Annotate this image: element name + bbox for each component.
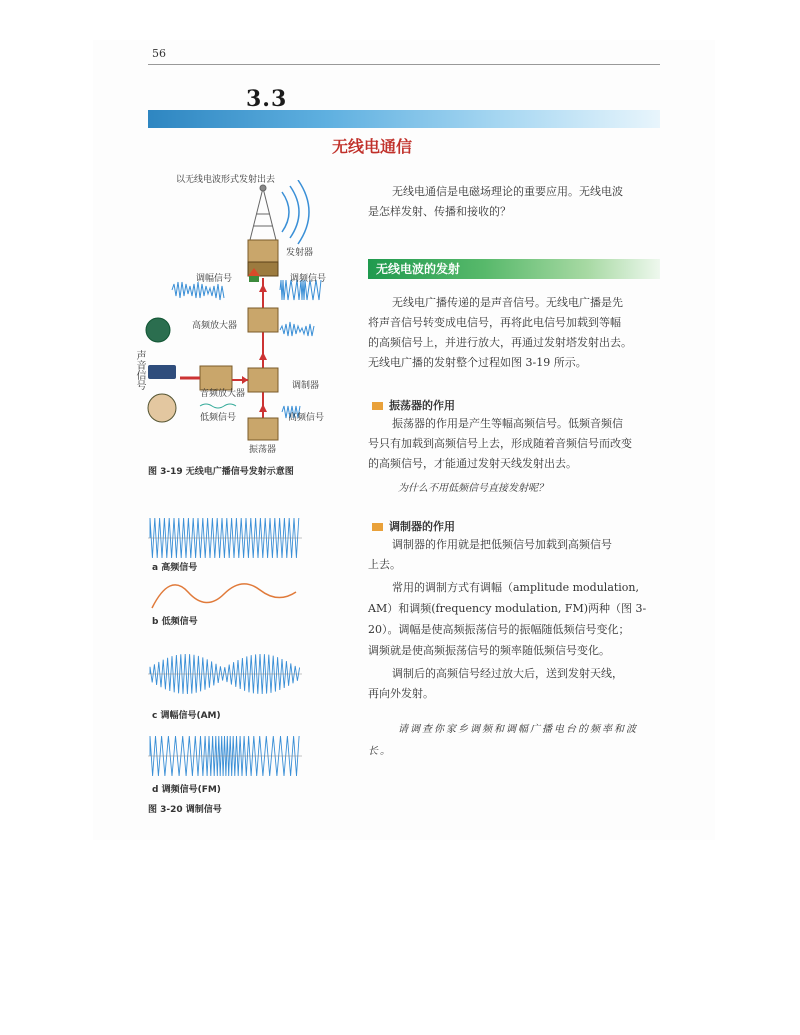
para1-line-1: 无线电广播传递的是声音信号。无线电广播是先 bbox=[392, 296, 623, 309]
mod-line-4: AM）和调频(frequency modulation, FM)两种（图 3- bbox=[368, 602, 647, 615]
mod-title: 调制器的作用 bbox=[389, 520, 455, 533]
oscillator-box bbox=[248, 418, 278, 440]
hf-waveform bbox=[148, 518, 302, 558]
fig19-caption: 图 3-19 无线电广播信号发射示意图 bbox=[148, 467, 294, 477]
fig19-top-label: 以无线电波形式发射出去 bbox=[176, 175, 276, 185]
arrow-up-icon bbox=[259, 352, 267, 360]
fm-waveform bbox=[148, 736, 302, 776]
fig20-label-b: b 低频信号 bbox=[152, 617, 198, 627]
task-line-2: 长。 bbox=[368, 746, 392, 757]
hf-amplifier-box bbox=[248, 308, 278, 332]
page-number: 56 bbox=[152, 47, 166, 60]
fig20-label-d: d 调频信号(FM) bbox=[152, 785, 221, 795]
fig19-label-lf: 低频信号 bbox=[200, 413, 237, 423]
fig20-label-c: c 调幅信号(AM) bbox=[152, 711, 221, 721]
osc-question: 为什么不用低频信号直接发射呢？ bbox=[398, 483, 548, 494]
mod-line-6: 调频就是使高频振荡信号的频率随低频信号变化。 bbox=[368, 644, 610, 657]
osc-line-3: 的高频信号，才能通过发射天线发射出去。 bbox=[368, 457, 577, 470]
fig19-label-hf: 高频信号 bbox=[288, 413, 325, 423]
arrow-up-icon bbox=[259, 404, 267, 412]
fig20-label-a: a 高频信号 bbox=[152, 563, 198, 573]
fig19-label-oscillator: 振荡器 bbox=[249, 445, 277, 455]
amplified-wave bbox=[280, 322, 314, 336]
osc-line-1: 振荡器的作用是产生等幅高频信号。低频音频信 bbox=[392, 417, 623, 430]
section-number: 3.3 bbox=[246, 86, 288, 112]
mod-line-7: 调制后的高频信号经过放大后，送到发射天线， bbox=[392, 667, 623, 680]
mod-line-3: 常用的调制方式有调幅（amplitude modulation, bbox=[392, 581, 640, 594]
para1-line-2: 将声音信号转变成电信号，再将此电信号加载到等幅 bbox=[368, 316, 621, 329]
fig19-label-audio-amp: 音频放大器 bbox=[200, 389, 246, 399]
fig19-label-sound: 声音信号 bbox=[134, 350, 145, 390]
film-reel-icon bbox=[146, 318, 170, 342]
mod-heading bbox=[372, 518, 455, 534]
arrow-up-icon bbox=[259, 284, 267, 292]
mod-line-8: 再向外发射。 bbox=[368, 687, 434, 700]
arrow-right-icon bbox=[242, 376, 248, 384]
para1-line-4: 无线电广播的发射整个过程如图 3-19 所示。 bbox=[368, 356, 587, 369]
intro-line-1: 无线电通信是电磁场理论的重要应用。无线电波 bbox=[392, 185, 623, 198]
mod-line-1: 调制器的作用就是把低频信号加载到高频信号 bbox=[392, 538, 612, 551]
osc-title: 振荡器的作用 bbox=[389, 399, 455, 412]
fig20-waveforms bbox=[148, 510, 308, 800]
section-title: 无线电通信 bbox=[332, 137, 413, 156]
header-rule bbox=[148, 64, 660, 65]
radio-waves-icon bbox=[282, 180, 309, 244]
section-bar bbox=[148, 110, 660, 128]
para1-line-3: 的高频信号上，并进行放大，再通过发射塔发射出去。 bbox=[368, 336, 632, 349]
mod-line-5: 20）。调幅是使高频振荡信号的振幅随低频信号变化； bbox=[368, 623, 630, 636]
task-line-1: 请调查你家乡调频和调幅广播电台的频率和波 bbox=[398, 724, 638, 735]
am-waveform bbox=[148, 654, 302, 694]
square-bullet-icon bbox=[372, 402, 383, 410]
low-freq-wave bbox=[200, 404, 236, 408]
fig20-caption: 图 3-20 调制信号 bbox=[148, 805, 222, 815]
square-bullet-icon bbox=[372, 523, 383, 531]
speaker-person-icon bbox=[148, 394, 176, 422]
fig19-label-hf-amp: 高频放大器 bbox=[192, 321, 238, 331]
fig19-label-modulator: 调制器 bbox=[292, 381, 320, 391]
fig19-label-am: 调幅信号 bbox=[196, 274, 233, 284]
intro-line-2: 是怎样发射、传播和接收的？ bbox=[368, 205, 511, 218]
fig19-label-transmitter: 发射器 bbox=[286, 248, 314, 258]
osc-heading bbox=[372, 397, 455, 413]
antenna-tower-icon bbox=[250, 185, 276, 240]
modulator-box bbox=[248, 368, 278, 392]
cassette-tape-icon bbox=[148, 365, 176, 379]
am-signal-wave bbox=[172, 282, 224, 300]
lf-waveform bbox=[152, 584, 296, 608]
subsection-title: 无线电波的发射 bbox=[376, 262, 461, 276]
transmitter-box bbox=[248, 240, 278, 262]
osc-line-2: 号只有加载到高频信号上去，形成随着音频信号而改变 bbox=[368, 437, 632, 450]
mod-line-2: 上去。 bbox=[368, 558, 401, 571]
fig19-label-fm: 调频信号 bbox=[290, 274, 327, 284]
